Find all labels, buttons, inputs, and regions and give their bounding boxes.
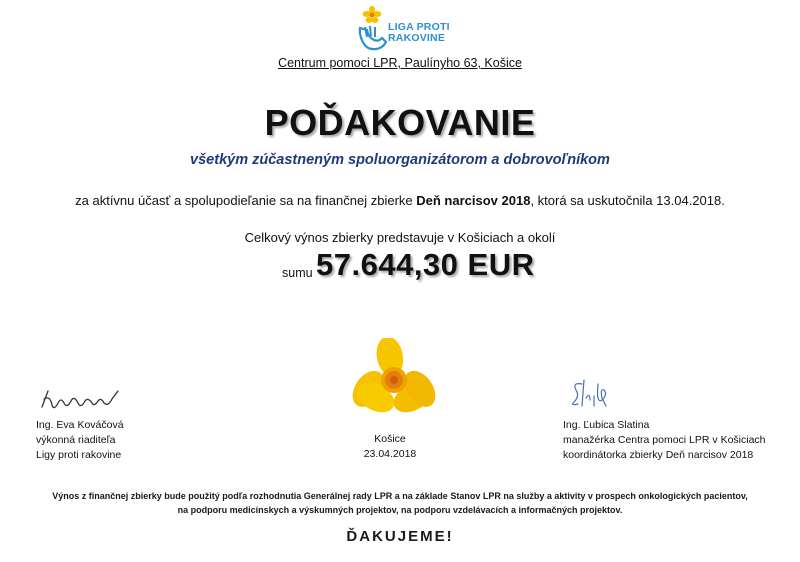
signature-right-icon <box>568 376 628 414</box>
participation-text-after: , ktorá sa uskutočnila 13.04.2018. <box>530 193 725 208</box>
certificate-subtitle: všetkým zúčastneným spoluorganizátorom a dobrovoľníkom <box>190 152 610 168</box>
logo-line-2: RAKOVINE <box>388 32 446 44</box>
place-and-date <box>340 432 440 462</box>
centre-address-text: Centrum pomoci LPR, Paulínyho 63, Košice <box>278 56 522 70</box>
event-name: Deň narcisov 2018 <box>416 193 531 208</box>
thanks-text: ĎAKUJEME! <box>346 528 454 545</box>
signatory-right <box>563 418 766 463</box>
sum-value: 57.644,30 EUR <box>316 247 535 282</box>
signatory-left-role-2: Ligy proti rakovine <box>36 449 122 461</box>
place: Košice <box>374 433 406 445</box>
signatory-right-name: Ing. Ľubica Slatina <box>563 419 650 431</box>
hands-with-daffodil-logo-icon <box>356 6 390 52</box>
sum-label: sumu <box>282 266 313 280</box>
signature-left-icon <box>38 385 128 415</box>
certificate-title: POĎAKOVANIE <box>264 102 536 143</box>
signatory-left-name: Ing. Eva Kováčová <box>36 419 124 431</box>
signatory-left-role-1: výkonná riaditeľa <box>36 434 116 446</box>
daffodil-flower-icon <box>348 338 440 424</box>
logo-line-1: LIGA PROTI <box>388 21 450 33</box>
signatory-right-role-2: koordinátorka zbierky Deň narcisov 2018 <box>563 449 754 461</box>
signatory-left <box>36 418 124 463</box>
participation-text-before: za aktívnu účasť a spolupodieľanie sa na finančnej zbierke <box>75 193 417 208</box>
footer-note <box>0 489 800 517</box>
logo-text <box>388 22 450 44</box>
footer-line-1: Výnos z finančnej zbierky bude použitý podľa rozhodnutia Generálnej rady LPR a na základe Stanov LPR na služby a aktivity v prospech onkologických pacientov, <box>52 491 748 501</box>
total-yield-line: Celkový výnos zbierky predstavuje v Košiciach a okolí <box>244 230 556 245</box>
participation-line <box>0 193 800 208</box>
liga-proti-rakovine-logo <box>356 6 466 52</box>
signatory-right-role-1: manažérka Centra pomoci LPR v Košiciach <box>563 434 766 446</box>
footer-line-2: na podporu medicínskych a výskumných projektov, na podporu vzdelávacích a informačných projektov. <box>177 505 623 515</box>
date: 23.04.2018 <box>363 448 417 460</box>
centre-address <box>0 56 800 70</box>
